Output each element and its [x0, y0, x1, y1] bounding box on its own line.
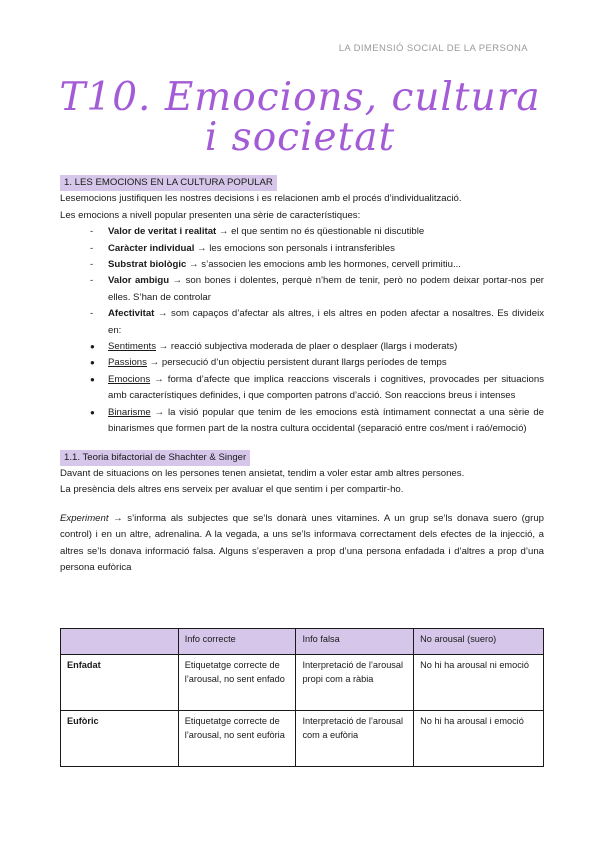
- list-item: [60, 306, 544, 339]
- list-item: [60, 273, 544, 306]
- running-header: LA DIMENSIÓ SOCIAL DE LA PERSONA: [338, 43, 528, 54]
- dash-bullet: -: [90, 308, 94, 320]
- table-row: [61, 655, 544, 711]
- experiment-text: → s’informa als subjectes que se’ls donarà unes vitamines. A un grup se’ls donava suero (grup control) i en un altre, adrenalina. A la vegada, a uns se’ls informava correctament dels efectes de la injecció, a altres se’ls donava informació falsa. Alguns s’esperaven a prop d’una persona enfadada i d’altres a prop d’una persona eufòrica: [60, 512, 544, 573]
- page-title-line-1: T10. Emocions, cultura: [59, 75, 541, 120]
- experiment-paragraph: [60, 511, 544, 577]
- dash-bullet: -: [90, 259, 94, 271]
- section-heading-1-1: 1.1. Teoria bifactorial de Shachter & Singer: [60, 450, 250, 466]
- sub-list-item-term: Emocions: [108, 373, 151, 385]
- sub-list-item: [60, 355, 544, 371]
- list-item-text: → som capaços d’afectar als altres, i els altres en poden afectar a nosaltres. Es divideix en:: [108, 308, 544, 336]
- document-body: [60, 175, 544, 576]
- table-row-label: Enfadat: [61, 655, 179, 711]
- table-header-cell: No arousal (suero): [414, 629, 544, 655]
- dash-bullet: -: [90, 226, 94, 238]
- sub-list-item: [60, 405, 544, 438]
- table-cell: No hi ha arousal ni emoció: [414, 655, 544, 711]
- list-item-term: Caràcter individual: [108, 242, 195, 254]
- list-item-text: → les emocions son personals i intransferibles: [194, 242, 395, 254]
- sub-list-item-text: → la visió popular que tenim de les emocions està íntimament connectat a una sèrie de binarismes que formen part de la nostra cultura occidental (separació entre cos/ment i raó/emoció): [108, 406, 544, 435]
- bullet-dot-icon: ●: [90, 407, 95, 417]
- table-cell: Etiquetatge correcte de l’arousal, no sent enfado: [178, 655, 296, 711]
- table-cell: No hi ha arousal i emoció: [414, 711, 544, 767]
- table-cell: Interpretació de l’arousal com a eufòria: [296, 711, 414, 767]
- section-heading-1: 1. LES EMOCIONS EN LA CULTURA POPULAR: [60, 175, 277, 191]
- dash-bullet: -: [90, 275, 94, 287]
- list-item: [60, 257, 544, 273]
- bullet-dot-icon: ●: [90, 342, 95, 352]
- paragraph: La presència dels altres ens serveix per avaluar el que sentim i per compartir-ho.: [60, 484, 404, 496]
- sub-list-item-text: → reacció subjectiva moderada de plaer o desplaer (llargs i moderats): [156, 341, 458, 353]
- experiment-label: Experiment: [60, 512, 109, 524]
- table-header-cell: Info correcte: [178, 629, 296, 655]
- paragraph: Davant de situacions on les persones tenen ansietat, tendim a voler estar amb altres persones.: [60, 467, 465, 479]
- sub-list-item: [60, 339, 544, 355]
- list-item-text: → son bones i dolentes, perquè n’hem de tenir, però no podem deixar portar-nos per elles. S’han de controlar: [108, 275, 544, 303]
- table-header-cell: [61, 629, 179, 655]
- sub-list-item-text: → persecució d’un objectiu persistent durant llargs períodes de temps: [146, 357, 447, 369]
- table-cell: Interpretació de l’arousal propi com a ràbia: [296, 655, 414, 711]
- bullet-dot-icon: ●: [90, 374, 95, 384]
- table-row-label: Eufòric: [61, 711, 179, 767]
- list-item-text: → s’associen les emocions amb les hormones, cervell primitiu...: [186, 259, 461, 271]
- sub-list-item-term: Binarisme: [108, 406, 151, 418]
- sub-list-item-text: → forma d’afecte que implica reaccions viscerals i cognitives, provocades per situacions amb característiques definides, i que comporten patrons d’acció. Son reaccions breus i intenses: [108, 373, 544, 402]
- table-header-row: [61, 629, 544, 655]
- bullet-dot-icon: ●: [90, 358, 95, 368]
- sub-list-item-term: Passions: [108, 357, 147, 369]
- list-item-term: Afectivitat: [108, 308, 155, 320]
- list-item-term: Valor de veritat i realitat: [108, 226, 217, 238]
- dash-bullet: -: [90, 242, 94, 254]
- paragraph: Lesemocions justifiquen les nostres decisions i es relacionen amb el procés d’individualització.: [60, 193, 462, 205]
- list-item: [60, 241, 544, 257]
- table-row: [61, 711, 544, 767]
- table-header-cell: Info falsa: [296, 629, 414, 655]
- list-item-term: Substrat biològic: [108, 259, 187, 271]
- results-table: [60, 628, 544, 767]
- page-title-line-2: i societat: [204, 115, 396, 160]
- sub-list-item: [60, 372, 544, 405]
- spacer: [60, 438, 544, 450]
- table-cell: Etiquetatge correcte de l’arousal, no sent eufòria: [178, 711, 296, 767]
- list-item-text: → el que sentim no és qüestionable ni discutible: [216, 226, 425, 238]
- sub-list-item-term: Sentiments: [108, 341, 156, 353]
- list-item: [60, 224, 544, 240]
- spacer: [60, 499, 544, 511]
- list-item-term: Valor ambigu: [108, 275, 170, 287]
- paragraph: Les emocions a nivell popular presenten una sèrie de característiques:: [60, 209, 361, 221]
